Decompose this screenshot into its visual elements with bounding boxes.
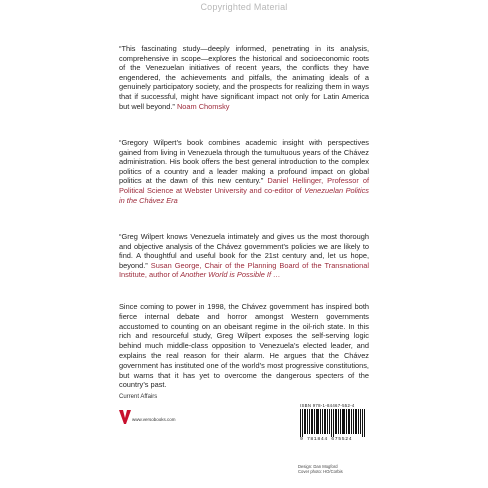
attribution-title: Another World is Possible If … [180,270,281,280]
endorsement-quote-2 [119,138,369,205]
quote-attribution [119,261,369,280]
barcode-digits: 9 781844 675524 [300,437,353,442]
publisher-url: www.versobooks.com [132,417,176,422]
barcode [300,409,366,437]
isbn-label: ISBN 978-1-84467-552-4 [300,403,355,408]
attribution-prefix: Daniel Hellinger, Professor of Political Science at Webster University and co-editor of [119,176,369,195]
attribution-title: Venezuelan Politics in the Chávez Era [119,185,370,205]
verso-v-icon [119,410,131,424]
cover-credits [298,464,343,475]
endorsement-quote-3 [119,232,369,280]
endorsement-quote-1 [119,44,369,111]
book-description: Since coming to power in 1998, the Chávez government has inspired both fierce internal debate and horror amongst Western governments accustomed to counting on an obeisant regime in the oil-rich state. In this rich and resourceful study, Greg Wilpert exposes the self-serving logic behind much middle-class opposition to Venezuela’s elected leader, and explains the real reason for their alarm. He argues that the Chávez government has instituted one of the world’s most progressive constitutions, but warns that it has yet to overcome the dangerous specters of the country’s past. [119,302,369,390]
photo-credit: Cover photo: HO/Corbis [298,469,343,475]
quote-attribution: Noam Chomsky [176,101,230,111]
category-label: Current Affairs [119,394,158,400]
copyright-watermark: Copyrighted Material [200,2,288,12]
quote-text: “Gregory Wilpert’s book combines academic insight with perspectives gained from living in Venezuela through the tumultuous years of the Chávez administration. His book offers the best general introduction to the complex politics of a country and a leader making a profound impact on global politics at the dawn of this new century.” [119,138,369,186]
quote-text: “This fascinating study—deeply informed, penetrating in its analysis, comprehensive in scope—explores the historical and socioeconomic roots of the Venezuelan initiatives of recent years, the conflicts they have engendered, the achievements and pitfalls, the animating ideals of a genuinely participatory society, and the prospects for realizing them in ways that if successful, might have significant impact not only for Latin America but well beyond.” [119,44,369,111]
verso-logo [119,410,131,429]
quote-text: “Greg Wilpert knows Venezuela intimately and gives us the most thorough and objective analysis of the Chávez government’s policies we are likely to find. A thoughtful and useful book for the 21st century and, let us hope, beyond.” [119,232,369,270]
design-credit: Design: Dan Mogford [298,464,338,469]
attribution-prefix: Susan George, Chair of the Planning Board of the Transnational Institute, author of [119,260,369,280]
